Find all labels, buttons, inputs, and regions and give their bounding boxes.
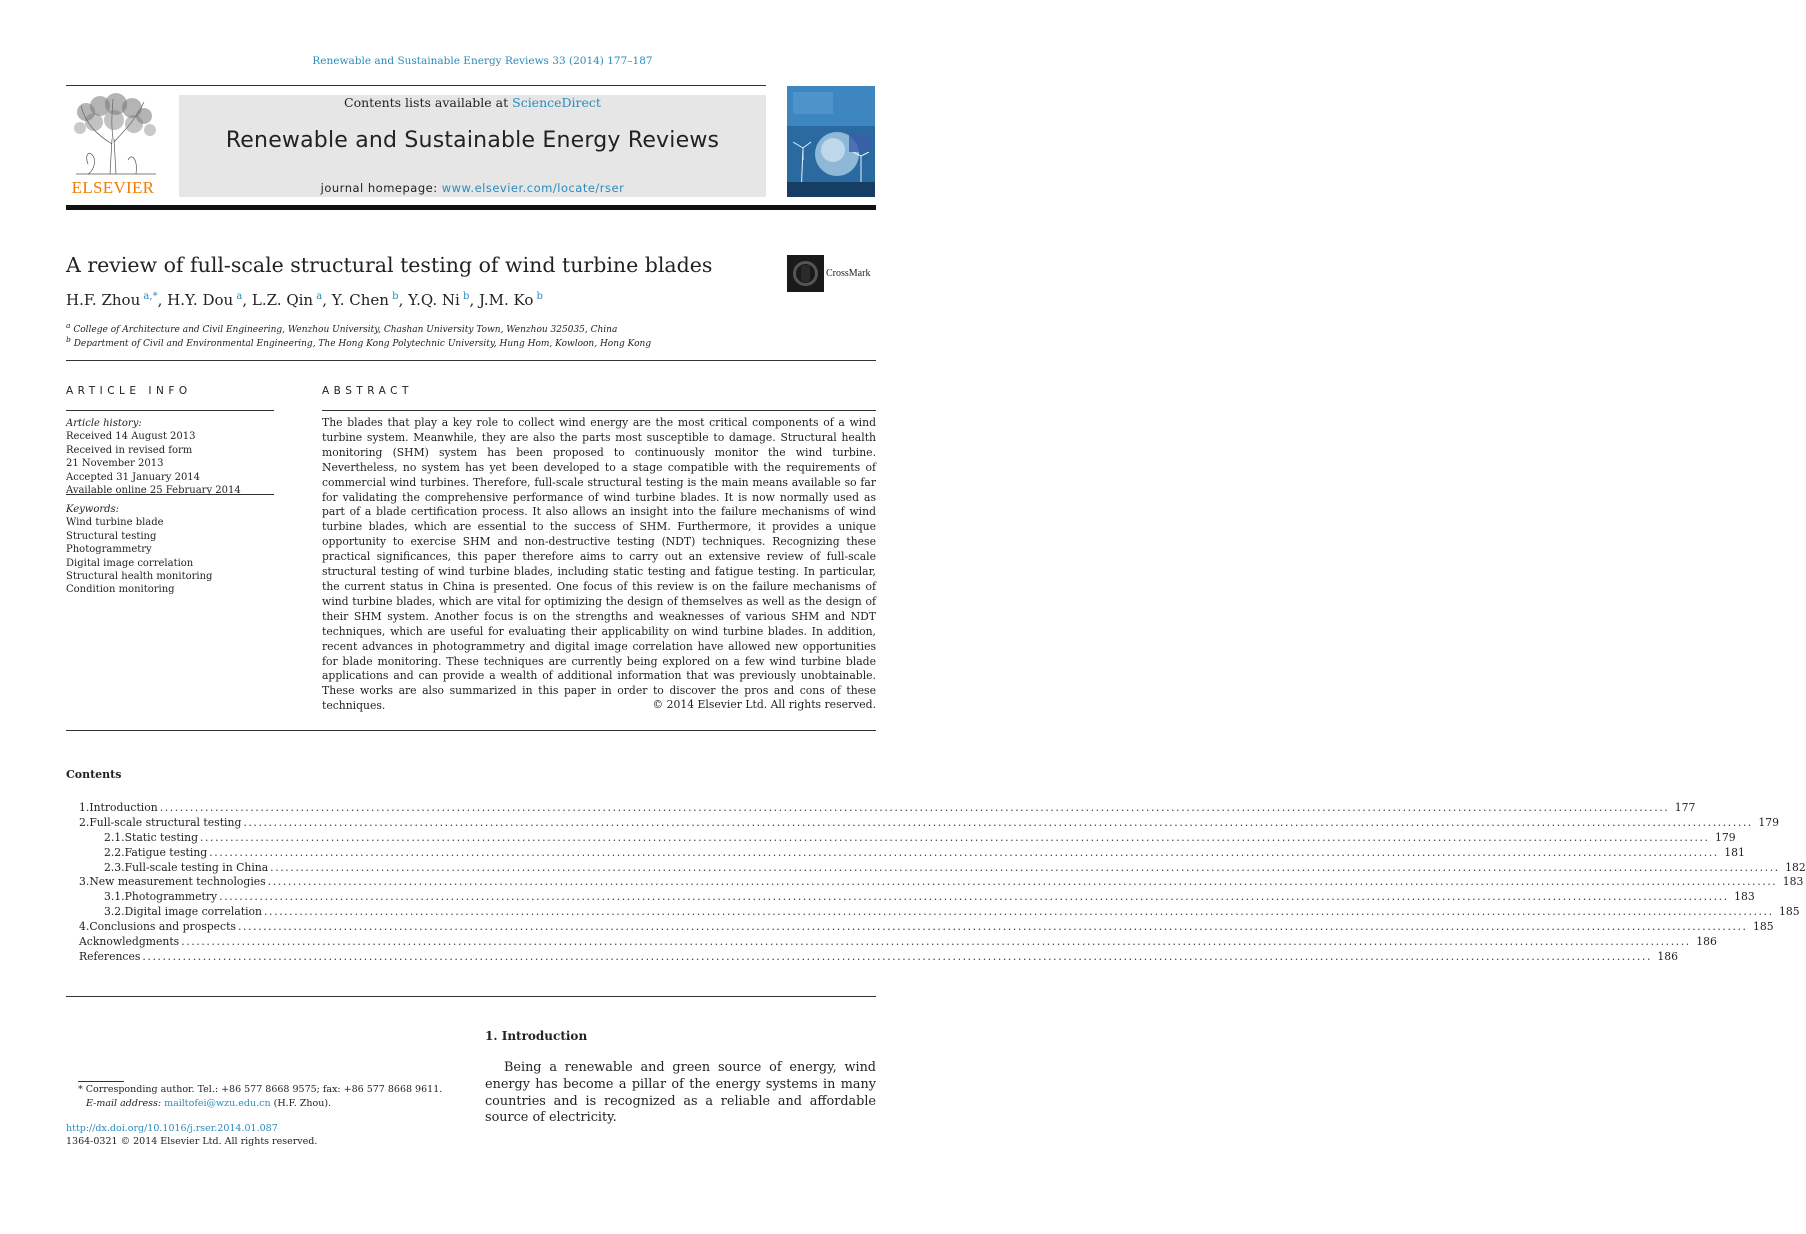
- journal-reference-link[interactable]: Renewable and Sustainable Energy Reviews 33 (2014) 177–187: [312, 55, 653, 67]
- abstract-heading: ABSTRACT: [322, 385, 413, 397]
- author: H.Y. Dou $^a$,: [167, 291, 252, 309]
- author-affiliation-link[interactable]: b: [392, 291, 399, 302]
- journal-title: Renewable and Sustainable Energy Reviews: [225, 128, 720, 153]
- abstract-bottom-divider: [66, 730, 876, 731]
- affiliation-a: $^a$ College of Architecture and Civil Engineering, Wenzhou University, Chashan University Town, Wenzhou 325035, China: [66, 321, 618, 335]
- footnote-divider: [78, 1081, 124, 1082]
- toc-entry[interactable]: 3.1. Photogrammetry ............................................................................................................................................................................................................................................................................................................ 183: [104, 890, 1755, 904]
- author-affiliation-link[interactable]: a: [316, 291, 323, 302]
- toc-entry[interactable]: References ............................................................................................................................................................................................................................................................................................................ 186: [79, 949, 1678, 963]
- keywords-divider: [66, 494, 274, 495]
- contents-bottom-divider: [66, 996, 876, 997]
- email-footnote: E-mail address: mailtofei@wzu.edu.cn (H.F. Zhou).: [86, 1098, 332, 1109]
- keyword: Structural health monitoring: [66, 571, 213, 583]
- author: J.M. Ko $^b$: [479, 291, 543, 309]
- toc-entry[interactable]: 3.2. Digital image correlation ............................................................................................................................................................................................................................................................................................................ 185: [104, 905, 1800, 919]
- contents-available: Contents lists available at ScienceDirect: [344, 95, 601, 110]
- author: L.Z. Qin $^a$,: [251, 291, 332, 309]
- author: Y. Chen $^b$,: [331, 291, 409, 309]
- toc-entry[interactable]: 4. Conclusions and prospects ............................................................................................................................................................................................................................................................................................................ 185: [79, 920, 1774, 934]
- journal-cover-image: [787, 86, 875, 197]
- history-entry: Received in revised form: [66, 444, 193, 456]
- article-history: [66, 417, 276, 497]
- crossmark-label[interactable]: CrossMark: [826, 268, 871, 279]
- corresponding-author-footnote: * Corresponding author. Tel.: +86 577 8668 9575; fax: +86 577 8668 9611.: [78, 1084, 443, 1095]
- author: H.F. Zhou $^{a,*}$,: [66, 291, 168, 309]
- article-title: A review of full-scale structural testing of wind turbine blades: [66, 253, 713, 277]
- introduction-paragraph: Being a renewable and green source of energy, wind energy has become a pillar of the energy systems in many countries and is recognized as a reliable and affordable source of electricity.: [485, 1060, 876, 1126]
- toc-entry[interactable]: 2.2. Fatigue testing ............................................................................................................................................................................................................................................................................................................ 181: [104, 845, 1745, 859]
- elsevier-wordmark: ELSEVIER: [71, 178, 155, 197]
- toc-entry[interactable]: 2. Full-scale structural testing ............................................................................................................................................................................................................................................................................................................ 179: [79, 815, 1779, 829]
- sciencedirect-link[interactable]: ScienceDirect: [512, 95, 601, 110]
- doi-link[interactable]: http://dx.doi.org/10.1016/j.rser.2014.01.087: [66, 1123, 278, 1134]
- author-affiliation-link[interactable]: b: [536, 291, 543, 302]
- keywords-label: Keywords:: [66, 504, 120, 515]
- toc-entry[interactable]: 3. New measurement technologies ............................................................................................................................................................................................................................................................................................................ 183: [79, 875, 1804, 889]
- title-divider: [66, 360, 876, 361]
- article-info-heading: ARTICLE INFO: [66, 385, 192, 397]
- header-thick-divider: [66, 205, 876, 210]
- article-info-divider: [66, 410, 274, 411]
- abstract-text: The blades that play a key role to collect wind energy are the most critical components of a wind turbine system. Meanwhile, they are also the parts most susceptible to damage. Structural health monitoring (SHM) system has been proposed to continuously monitor the wind turbine. Nevertheless, no system has yet been developed to a stage compatible with the requirements of commercial wind turbines. Therefore, full-scale structural testing is the main means available so far for validating the comprehensive performance of wind turbine blades. It is now normally used as part of a blade certification process. It also allows an insight into the failure mechanisms of wind turbine blades, which are essential to the success of SHM. Furthermore, it provides a unique opportunity to exercise SHM and non-destructive testing (NDT) techniques. Recognizing these practical significances, this paper therefore aims to carry out an extensive review of full-scale structural testing of wind turbine blades, including static testing and fatigue testing. In particular, the current status in China is presented. One focus of this review is on the failure mechanisms of wind turbine blades, which are vital for optimizing the design of themselves as well as the design of their SHM system. Another focus is on the strengths and weaknesses of various SHM and NDT techniques, which are useful for evaluating their applicability on wind turbine blades. In addition, recent advances in photogrammetry and digital image correlation have allowed new opportunities for blade monitoring. These techniques are currently being explored on a few wind turbine blade applications and can provide a wealth of additional information that was previously unobtainable. These works are also summarized in this paper in order to discover the pros and cons of these techniques.: [322, 416, 876, 713]
- abstract-copyright: © 2014 Elsevier Ltd. All rights reserved.: [652, 698, 876, 711]
- author-affiliation-link[interactable]: a: [236, 291, 243, 302]
- keyword: Condition monitoring: [66, 584, 175, 596]
- history-label: Article history:: [66, 418, 142, 429]
- author-affiliation-link[interactable]: a,*: [143, 291, 158, 302]
- keyword: Structural testing: [66, 530, 157, 542]
- toc-entry[interactable]: 2.1. Static testing ............................................................................................................................................................................................................................................................................................................ 179: [104, 830, 1736, 844]
- keyword: Wind turbine blade: [66, 517, 164, 529]
- toc-entry[interactable]: 2.3. Full-scale testing in China ............................................................................................................................................................................................................................................................................................................ 182: [104, 860, 1806, 874]
- author: Y.Q. Ni $^b$,: [408, 291, 479, 309]
- history-entry: 21 November 2013: [66, 458, 164, 470]
- author-affiliation-link[interactable]: b: [463, 291, 470, 302]
- journal-homepage: journal homepage: www.elsevier.com/locate/rser: [320, 181, 625, 195]
- abstract-divider: [322, 410, 876, 411]
- top-divider: [66, 85, 766, 86]
- issn-copyright: 1364-0321 © 2014 Elsevier Ltd. All rights reserved.: [66, 1136, 318, 1147]
- affiliation-b: $^b$ Department of Civil and Environmental Engineering, The Hong Kong Polytechnic University, Hung Hom, Kowloon, Hong Kong: [66, 335, 652, 349]
- introduction-heading: 1. Introduction: [485, 1029, 588, 1043]
- homepage-link[interactable]: www.elsevier.com/locate/rser: [441, 181, 625, 195]
- crossmark-icon[interactable]: [787, 255, 824, 292]
- history-entry: Accepted 31 January 2014: [66, 471, 201, 483]
- keywords: [66, 503, 276, 597]
- keyword: Photogrammetry: [66, 544, 152, 556]
- table-of-contents: [79, 801, 1806, 965]
- history-entry: Received 14 August 2013: [66, 431, 196, 443]
- author-list: [66, 291, 543, 309]
- toc-entry[interactable]: Acknowledgments ............................................................................................................................................................................................................................................................................................................ 186: [79, 935, 1717, 949]
- toc-entry[interactable]: 1. Introduction ............................................................................................................................................................................................................................................................................................................ 177: [79, 801, 1696, 814]
- keyword: Digital image correlation: [66, 557, 194, 569]
- contents-heading: Contents: [66, 768, 122, 781]
- history-entry: Available online 25 February 2014: [66, 485, 241, 497]
- email-link[interactable]: mailtofei@wzu.edu.cn: [164, 1098, 271, 1109]
